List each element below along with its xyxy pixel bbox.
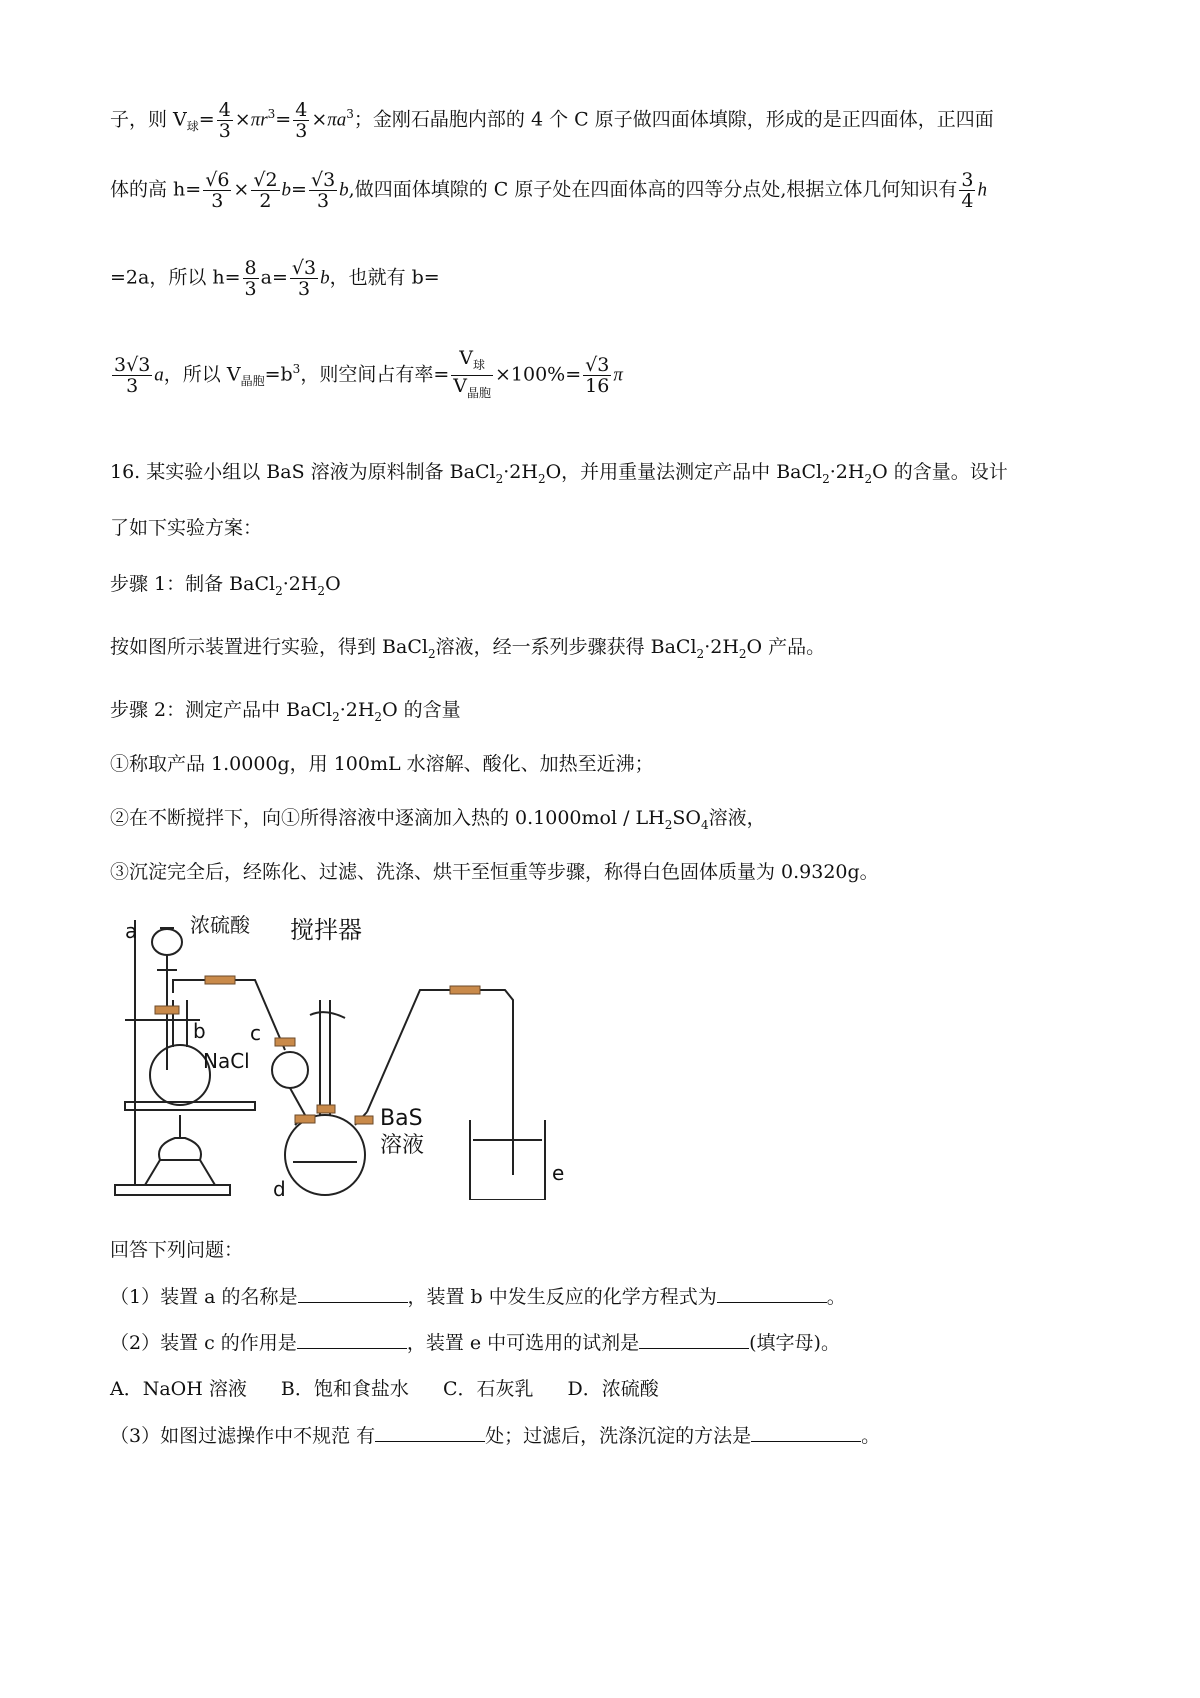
option-a[interactable]: A．NaOH 溶液 [110, 1378, 247, 1400]
subscript: 2 [864, 471, 873, 486]
text: ，装置 e 中可选用的试剂是 [406, 1332, 640, 1354]
numerator: 4 [295, 99, 308, 121]
subscript: 2 [537, 471, 546, 486]
rubber-tube [205, 976, 235, 984]
rubber-tube [355, 1116, 373, 1124]
denominator: 4 [961, 190, 974, 212]
text: ②在不断搅拌下，向①所得溶液中逐滴加入热的 0.1000mol / LH [110, 807, 665, 829]
text: 步骤 1：制备 BaCl [110, 573, 276, 595]
text: × [311, 108, 328, 131]
radicand: 3 [304, 257, 317, 279]
text: 体的高 h= [110, 178, 202, 201]
text: 16. 某实验小组以 BaS 溶液为原料制备 BaCl [110, 461, 496, 483]
subscript: 2 [696, 646, 705, 661]
radicand: 3 [323, 169, 336, 191]
fraction [290, 258, 318, 299]
fraction [309, 170, 337, 211]
subscript: 2 [738, 646, 747, 661]
text: 按如图所示装置进行实验，得到 BaCl [110, 636, 428, 658]
numerator: 8 [244, 257, 257, 279]
fraction [251, 170, 279, 211]
denominator: 3 [295, 120, 308, 142]
text: ·2H [829, 461, 865, 483]
subscript: 晶胞 [466, 385, 491, 400]
denominator: 3 [126, 374, 139, 397]
denominator: 2 [259, 190, 272, 212]
label-nacl: NaCl [203, 1049, 250, 1073]
subscript: 4 [700, 817, 709, 832]
drying-bulb-c [272, 1052, 308, 1088]
text: ，所以 V [163, 363, 241, 386]
text: ×100% [494, 363, 566, 386]
text: × [233, 178, 250, 201]
option-d[interactable]: D．浓硫酸 [567, 1378, 659, 1400]
alcohol-lamp [159, 1138, 201, 1160]
step-1-description [110, 635, 825, 666]
label-d: d [273, 1177, 286, 1200]
step-2-item-3: ③沉淀完全后，经陈化、过滤、洗涤、烘干至恒重等步骤，称得白色固体质量为 0.9320g。 [110, 861, 879, 883]
step-2-item-1: ①称取产品 1.0000g，用 100mL 水溶解、酸化、加热至近沸； [110, 753, 654, 775]
numerator: √6 [205, 169, 230, 191]
exponent: 3 [292, 361, 301, 376]
stirrer-arrow [310, 1012, 345, 1018]
subscript: 2 [495, 471, 504, 486]
label-c: c [250, 1021, 261, 1045]
text: O 的含量。设计 [872, 461, 1008, 483]
text: （3）如图过滤操作中不规范 有 [110, 1425, 376, 1447]
stand-base [115, 1185, 230, 1195]
numerator: √3 [585, 353, 610, 376]
rubber-tube [450, 986, 480, 994]
text: O [325, 573, 341, 595]
fraction [243, 258, 259, 299]
radicand: 6 [217, 169, 230, 191]
subscript: 2 [427, 646, 436, 661]
dropping-funnel [152, 929, 182, 955]
text: = [565, 363, 582, 386]
step-2-title [110, 698, 461, 729]
fraction [217, 100, 233, 141]
denominator: 3 [218, 120, 231, 142]
denominator: 3 [211, 190, 224, 212]
round-flask-b [150, 1045, 210, 1105]
label-bas: BaS [380, 1106, 423, 1131]
rubber-tube [295, 1115, 315, 1123]
text: （1）装置 a 的名称是 [110, 1286, 298, 1308]
text: ，则空间占有率= [300, 363, 450, 386]
denominator: 3 [317, 190, 330, 212]
text: (填字母)。 [749, 1332, 840, 1354]
question-16-line-2: 了如下实验方案： [110, 517, 263, 539]
variable: a [336, 109, 347, 131]
subscript: 2 [664, 817, 673, 832]
label-solution: 溶液 [380, 1133, 425, 1158]
text: ,做四面体填隙的 C 原子处在四面体高的四等分点处,根据立体几何知识有 [348, 178, 958, 201]
numerator: √3 [291, 257, 317, 279]
fraction [451, 348, 493, 403]
option-b[interactable]: B．饱和食盐水 [280, 1378, 409, 1400]
text: ·2H [282, 573, 318, 595]
subscript: 2 [317, 583, 326, 598]
exponent: 3 [346, 107, 354, 122]
apparatus-figure [105, 900, 625, 1200]
variable: h [977, 179, 987, 201]
text: SO [672, 807, 701, 829]
text: 处；过滤后，洗涤沉淀的方法是 [485, 1425, 752, 1447]
numerator: √2 [253, 169, 278, 191]
variable: a [154, 364, 164, 386]
answer-blank[interactable] [639, 1330, 749, 1349]
rubber-tube [275, 1038, 295, 1046]
rubber-tube [317, 1105, 335, 1113]
answer-blank[interactable] [298, 1284, 408, 1303]
text: × [234, 108, 251, 131]
radicand: 3 [138, 353, 151, 376]
subscript: 2 [374, 709, 383, 724]
label-a: a [125, 919, 138, 943]
rubber-stopper [155, 1006, 179, 1014]
denominator [451, 376, 493, 403]
fraction [583, 355, 611, 396]
exponent: 3 [267, 107, 276, 122]
part-1 [110, 1284, 846, 1309]
denominator: 3 [297, 278, 311, 300]
answer-blank[interactable] [751, 1423, 861, 1442]
text: ·2H [503, 461, 538, 483]
text: V [459, 347, 473, 369]
fraction [203, 170, 231, 211]
text: V [453, 374, 467, 397]
text: ；金刚石晶胞内部的 4 个 C 原子做四面体填隙，形成的是正四面体，正四面 [353, 108, 994, 131]
variable: b [281, 179, 292, 201]
numerator: 4 [218, 99, 231, 121]
variable: b [339, 179, 349, 201]
answer-blank[interactable] [375, 1423, 485, 1442]
three-neck-flask-d [285, 1115, 365, 1195]
answer-blank[interactable] [297, 1330, 407, 1349]
option-c[interactable]: C．石灰乳 [442, 1378, 534, 1400]
part-3 [110, 1423, 880, 1448]
text: 溶液，经一系列步骤获得 BaCl [435, 636, 697, 658]
solution-line-3 [110, 258, 440, 299]
fraction [959, 170, 975, 211]
subscript: 2 [822, 471, 830, 486]
solution-line-4 [110, 348, 623, 403]
step-1-title [110, 572, 341, 603]
variable: r [260, 109, 268, 131]
text: O 的含量 [382, 699, 461, 721]
text: ，装置 b 中发生反应的化学方程式为 [407, 1286, 717, 1308]
coefficient: 3 [114, 353, 127, 376]
radicand: 2 [265, 169, 278, 191]
text: 。 [861, 1425, 881, 1447]
text: （2）装置 c 的作用是 [110, 1332, 297, 1354]
variable: b [320, 267, 330, 289]
solution-line-2 [110, 170, 987, 211]
beaker-e [470, 1120, 545, 1200]
text: 子，则 V [110, 108, 187, 131]
pi-symbol: π [327, 109, 337, 131]
fraction [112, 355, 152, 396]
text: =b [264, 363, 293, 386]
numerator: 3√3 [114, 353, 151, 376]
pi-symbol: π [250, 109, 261, 131]
options-row [110, 1377, 687, 1401]
text: ·2H [339, 699, 375, 721]
text: 溶液， [708, 807, 766, 829]
subscript: 晶胞 [240, 374, 265, 389]
subscript: 2 [275, 583, 283, 598]
pi-symbol: π [613, 364, 623, 386]
label-b: b [193, 1019, 206, 1043]
text: = [291, 178, 307, 201]
denominator: 3 [244, 278, 257, 300]
text: = [275, 108, 292, 131]
text: ，也就有 b= [329, 266, 440, 289]
text: 步骤 2：测定产品中 BaCl [110, 699, 333, 721]
question-16-line-1 [110, 460, 1008, 491]
text: 。 [826, 1286, 846, 1308]
numerator: 3 [961, 169, 974, 191]
text: =2a，所以 h= [110, 266, 241, 289]
numerator: √3 [310, 169, 336, 191]
numerator [451, 348, 493, 376]
solution-line-1 [110, 100, 994, 141]
text: ·2H [704, 636, 739, 658]
step-2-item-2 [110, 806, 766, 837]
answer-intro: 回答下列问题： [110, 1239, 244, 1261]
text: a= [260, 266, 288, 289]
label-stirrer: 搅拌器 [290, 916, 362, 944]
text: O，并用重量法测定产品中 BaCl [545, 461, 823, 483]
text: = [198, 108, 215, 131]
answer-blank[interactable] [717, 1284, 827, 1303]
subscript: 球 [472, 357, 485, 372]
part-2 [110, 1330, 840, 1355]
text: O 产品。 [746, 636, 826, 658]
subscript: 球 [186, 119, 199, 134]
fraction [293, 100, 309, 141]
radicand: 3 [597, 353, 610, 376]
denominator: 16 [585, 374, 610, 397]
subscript: 2 [332, 709, 340, 724]
label-e: e [552, 1161, 565, 1185]
label-concentrated-sulfuric-acid: 浓硫酸 [190, 913, 250, 937]
